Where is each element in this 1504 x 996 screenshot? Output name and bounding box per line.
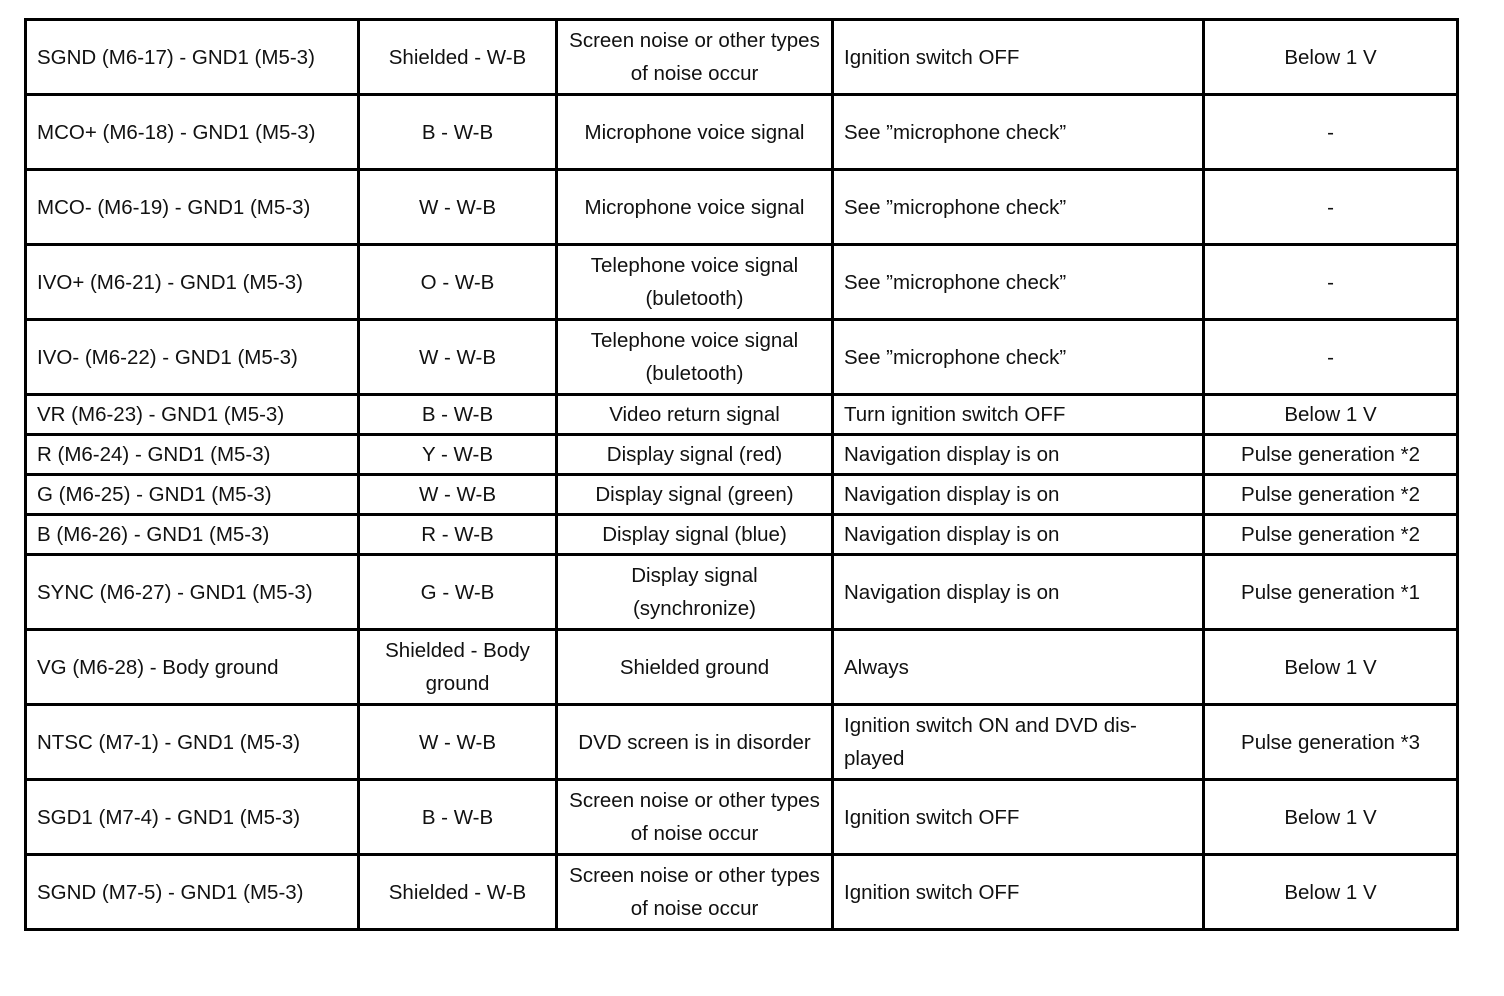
specified-condition-cell: Pulse generation *2 <box>1204 435 1458 475</box>
wire-color-cell: R - W-B <box>359 515 557 555</box>
description-cell: Shielded ground <box>557 630 833 705</box>
wire-color-cell: Y - W-B <box>359 435 557 475</box>
description-cell: Screen noise or other types of noise occur <box>557 20 833 95</box>
wire-color-cell: G - W-B <box>359 555 557 630</box>
table-row <box>26 780 1458 855</box>
specified-condition-cell: Pulse generation *2 <box>1204 515 1458 555</box>
terminal-cell: SGD1 (M7-4) - GND1 (M5-3) <box>26 780 359 855</box>
table-row <box>26 855 1458 930</box>
specified-condition-cell: Below 1 V <box>1204 20 1458 95</box>
wire-color-cell: Shielded - W-B <box>359 20 557 95</box>
condition-cell: See ”microphone check” <box>833 320 1204 395</box>
wire-color-cell: O - W-B <box>359 245 557 320</box>
terminal-cell: NTSC (M7-1) - GND1 (M5-3) <box>26 705 359 780</box>
terminal-cell: IVO+ (M6-21) - GND1 (M5-3) <box>26 245 359 320</box>
description-cell: Screen noise or other types of noise occur <box>557 855 833 930</box>
condition-cell: Ignition switch OFF <box>833 855 1204 930</box>
description-cell: Telephone voice signal (buletooth) <box>557 320 833 395</box>
wire-color-cell: B - W-B <box>359 95 557 170</box>
wire-color-cell: Shielded - W-B <box>359 855 557 930</box>
terminal-cell: SGND (M6-17) - GND1 (M5-3) <box>26 20 359 95</box>
condition-cell: Ignition switch OFF <box>833 780 1204 855</box>
table-row <box>26 630 1458 705</box>
table-row <box>26 245 1458 320</box>
table-row <box>26 705 1458 780</box>
condition-cell: Ignition switch OFF <box>833 20 1204 95</box>
wire-color-cell: W - W-B <box>359 320 557 395</box>
description-cell: Display signal (red) <box>557 435 833 475</box>
terminal-cell: VG (M6-28) - Body ground <box>26 630 359 705</box>
terminal-cell: G (M6-25) - GND1 (M5-3) <box>26 475 359 515</box>
terminal-cell: VR (M6-23) - GND1 (M5-3) <box>26 395 359 435</box>
specified-condition-cell: Below 1 V <box>1204 855 1458 930</box>
description-cell: Display signal (green) <box>557 475 833 515</box>
terminal-cell: B (M6-26) - GND1 (M5-3) <box>26 515 359 555</box>
terminal-cell: MCO- (M6-19) - GND1 (M5-3) <box>26 170 359 245</box>
description-cell: Display signal (synchronize) <box>557 555 833 630</box>
wire-color-cell: B - W-B <box>359 780 557 855</box>
specified-condition-cell: Pulse generation *3 <box>1204 705 1458 780</box>
table-row <box>26 555 1458 630</box>
description-cell: Microphone voice signal <box>557 170 833 245</box>
condition-cell: Ignition switch ON and DVD dis-played <box>833 705 1204 780</box>
terminal-cell: MCO+ (M6-18) - GND1 (M5-3) <box>26 95 359 170</box>
condition-cell: See ”microphone check” <box>833 95 1204 170</box>
wire-color-cell: W - W-B <box>359 705 557 780</box>
specified-condition-cell: Pulse generation *2 <box>1204 475 1458 515</box>
description-cell: Video return signal <box>557 395 833 435</box>
condition-cell: See ”microphone check” <box>833 170 1204 245</box>
description-cell: Microphone voice signal <box>557 95 833 170</box>
table-row <box>26 320 1458 395</box>
specified-condition-cell: Pulse generation *1 <box>1204 555 1458 630</box>
table-row <box>26 435 1458 475</box>
specified-condition-cell: Below 1 V <box>1204 780 1458 855</box>
specified-condition-cell: Below 1 V <box>1204 630 1458 705</box>
table-row <box>26 170 1458 245</box>
wire-color-cell: B - W-B <box>359 395 557 435</box>
table-row <box>26 395 1458 435</box>
terminal-cell: SYNC (M6-27) - GND1 (M5-3) <box>26 555 359 630</box>
table-row <box>26 475 1458 515</box>
description-cell: DVD screen is in disorder <box>557 705 833 780</box>
specified-condition-cell: - <box>1204 245 1458 320</box>
specified-condition-cell: Below 1 V <box>1204 395 1458 435</box>
condition-cell: Navigation display is on <box>833 435 1204 475</box>
terminal-spec-table <box>24 18 1459 931</box>
terminal-cell: IVO- (M6-22) - GND1 (M5-3) <box>26 320 359 395</box>
description-cell: Telephone voice signal (buletooth) <box>557 245 833 320</box>
table-row <box>26 95 1458 170</box>
table-row <box>26 20 1458 95</box>
description-cell: Screen noise or other types of noise occur <box>557 780 833 855</box>
terminal-cell: R (M6-24) - GND1 (M5-3) <box>26 435 359 475</box>
condition-cell: Navigation display is on <box>833 555 1204 630</box>
condition-cell: Turn ignition switch OFF <box>833 395 1204 435</box>
wire-color-cell: W - W-B <box>359 170 557 245</box>
description-cell: Display signal (blue) <box>557 515 833 555</box>
condition-cell: Always <box>833 630 1204 705</box>
wire-color-cell: Shielded - Body ground <box>359 630 557 705</box>
specified-condition-cell: - <box>1204 320 1458 395</box>
terminal-cell: SGND (M7-5) - GND1 (M5-3) <box>26 855 359 930</box>
wire-color-cell: W - W-B <box>359 475 557 515</box>
condition-cell: See ”microphone check” <box>833 245 1204 320</box>
condition-cell: Navigation display is on <box>833 515 1204 555</box>
specified-condition-cell: - <box>1204 170 1458 245</box>
condition-cell: Navigation display is on <box>833 475 1204 515</box>
specified-condition-cell: - <box>1204 95 1458 170</box>
table-row <box>26 515 1458 555</box>
